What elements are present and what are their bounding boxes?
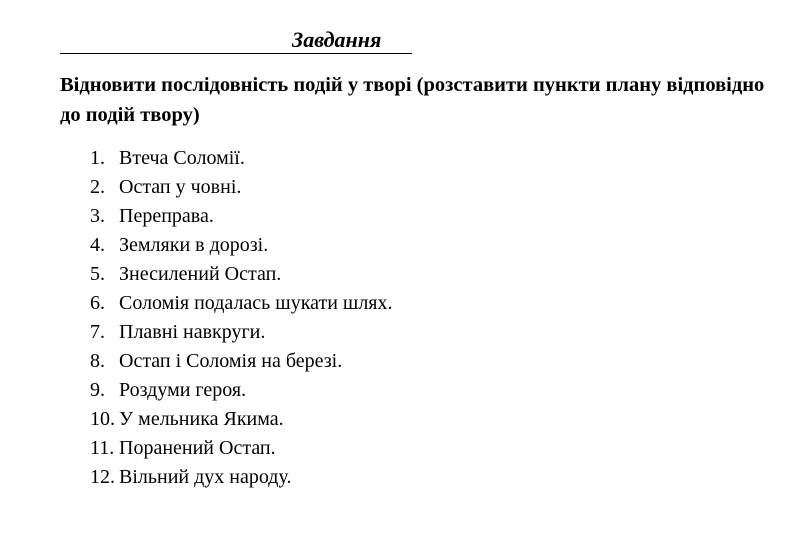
item-number: 11. — [90, 437, 115, 459]
list-item — [90, 260, 393, 289]
item-text: Роздуми героя. — [119, 379, 247, 401]
list-item — [90, 202, 393, 231]
item-number: 10. — [90, 408, 115, 430]
item-number: 9. — [90, 379, 105, 401]
list-item — [90, 347, 393, 376]
item-text: Соломія подалась шукати шлях. — [119, 292, 393, 314]
list-item — [90, 289, 393, 318]
plan-list — [90, 144, 393, 492]
list-item — [90, 318, 393, 347]
item-text: Вільний дух народу. — [119, 466, 292, 488]
item-text: Втеча Соломії. — [119, 147, 245, 169]
item-text: Остап і Соломія на березі. — [119, 350, 343, 372]
item-number: 8. — [90, 350, 105, 372]
list-item — [90, 144, 393, 173]
item-number: 12. — [90, 466, 115, 488]
task-instruction: Відновити послідовність подій у творі (розставити пункти плану відповідно до подій твору) — [60, 74, 765, 126]
item-text: Знесилений Остап. — [119, 263, 282, 285]
item-number: 1. — [90, 147, 105, 169]
item-text: У мельника Якима. — [119, 408, 284, 430]
list-item — [90, 463, 393, 492]
page-title: Завдання — [292, 27, 382, 52]
item-number: 7. — [90, 321, 105, 343]
item-text: Остап у човні. — [119, 176, 242, 198]
list-item — [90, 434, 393, 463]
item-number: 3. — [90, 205, 105, 227]
list-item — [90, 173, 393, 202]
list-item — [90, 376, 393, 405]
list-item — [90, 405, 393, 434]
list-item — [90, 231, 393, 260]
item-text: Поранений Остап. — [119, 437, 276, 459]
item-number: 6. — [90, 292, 105, 314]
item-text: Плавні навкруги. — [119, 321, 266, 343]
item-number: 2. — [90, 176, 105, 198]
item-text: Переправа. — [119, 205, 214, 227]
item-number: 4. — [90, 234, 105, 256]
item-number: 5. — [90, 263, 105, 285]
item-text: Земляки в дорозі. — [119, 234, 269, 256]
